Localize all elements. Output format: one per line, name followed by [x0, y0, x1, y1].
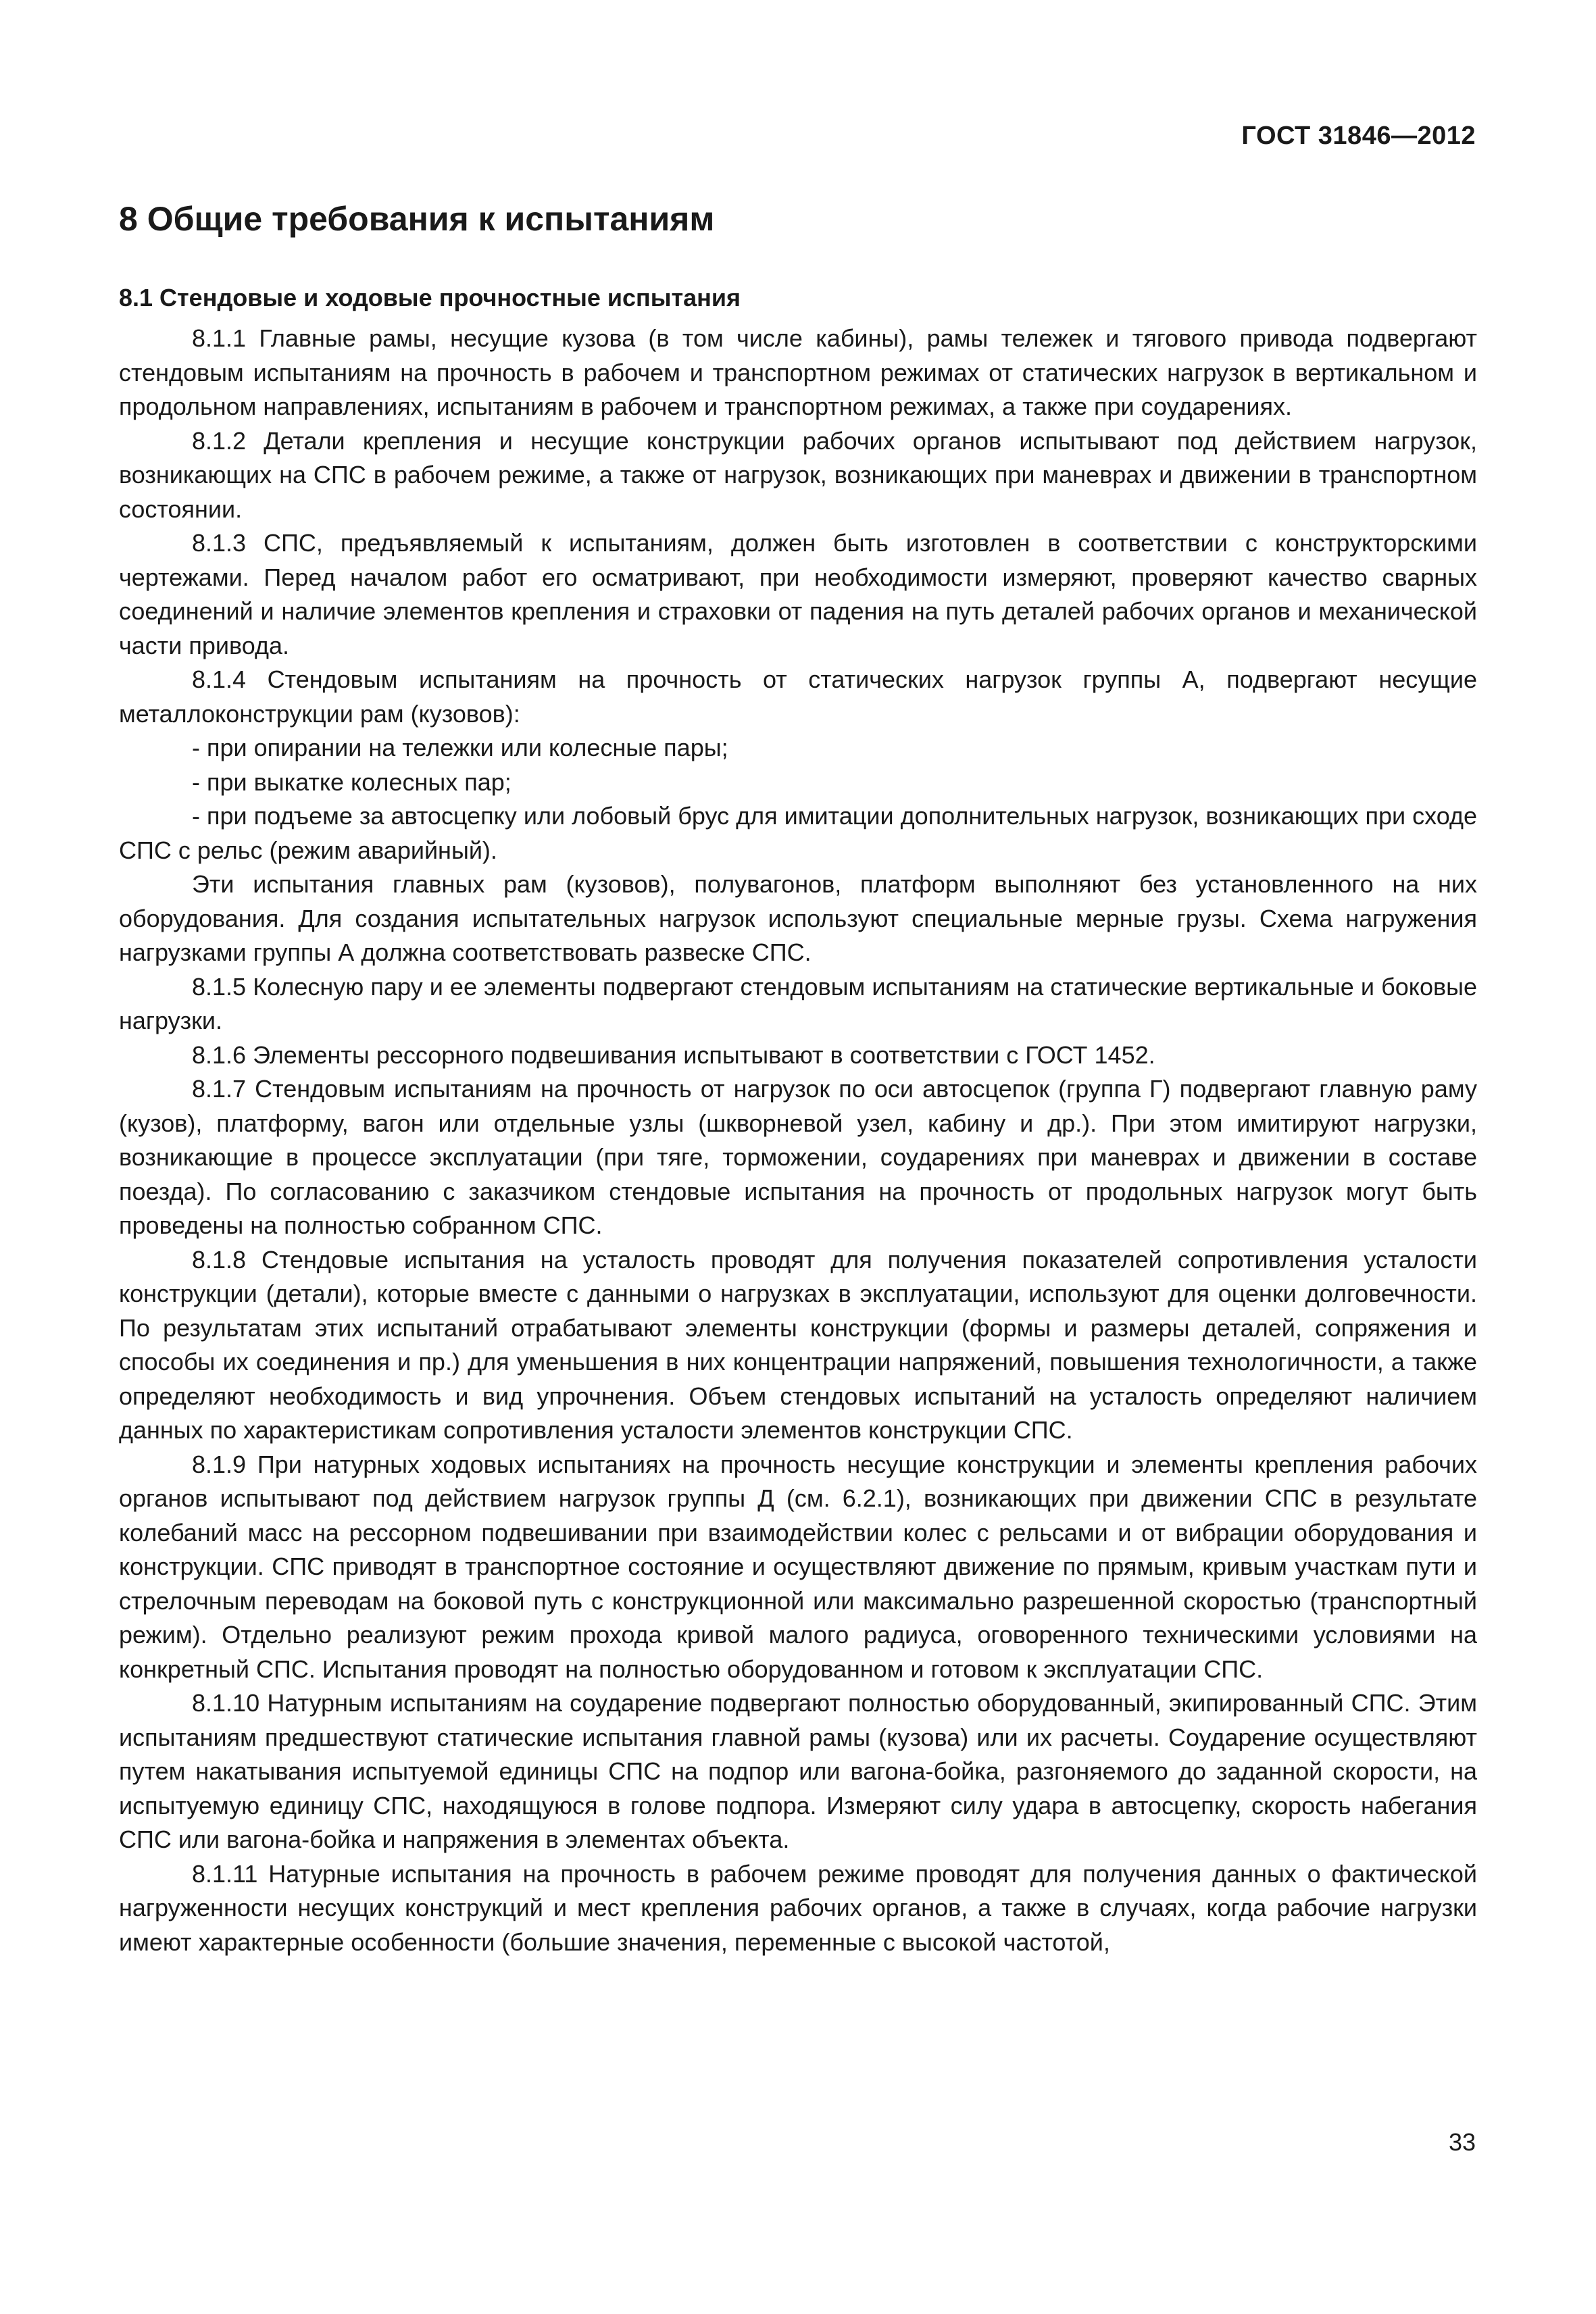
paragraph-8-1-8: 8.1.8 Стендовые испытания на усталость проводят для получения показателей сопротивления усталости конструкции (детали), которые вместе с данными о нагрузках в эксплуатации, используют для оценки долговечности. По результатам этих испытаний отрабатывают элементы конструкции (формы и размеры деталей, сопряжения и способы их соединения и пр.) для уменьшения в них концентрации напряжений, повышения технологичности, а также определяют необходимость и вид упрочнения. Объем стендовых испытаний на усталость определяют наличием данных по характеристикам сопротивления усталости элементов конструкции СПС.	[119, 1245, 1477, 1444]
paragraph-8-1-11: 8.1.11 Натурные испытания на прочность в рабочем режиме проводят для получения данных о фактической нагруженности несущих конструкций и мест крепления рабочих органов, а также в случаях, когда рабочие нагрузки имеют характерные особенности (большие значения, переменные с высокой частотой,	[119, 1859, 1477, 1956]
paragraph-8-1-6: 8.1.6 Элементы рессорного подвешивания испытывают в соответствии с ГОСТ 1452.	[192, 1040, 1155, 1069]
document-code: ГОСТ 31846—2012	[1241, 122, 1476, 150]
paragraph-8-1-3: 8.1.3 СПС, предъявляемый к испытаниям, должен быть изготовлен в соответствии с конструкторскими чертежами. Перед началом работ его осматривают, при необходимости измеряют, проверяют качество сварных соединений и наличие элементов крепления и страховки от падения на путь деталей рабочих органов и механической части привода.	[119, 529, 1477, 659]
page-number: 33	[1448, 2128, 1476, 2156]
section-title: 8 Общие требования к испытаниям	[119, 200, 715, 238]
list-item: - при опирании на тележки или колесные пары;	[192, 734, 728, 761]
paragraph-group-a-note: Эти испытания главных рам (кузовов), полувагонов, платформ выполняют без установленного на них оборудования. Для создания испытательных нагрузок используют специальные мерные грузы. Схема нагружения нагрузками группы А должна соответствовать развеске СПС.	[119, 870, 1477, 966]
list-item: - при подъеме за автосцепку или лобовый брус для имитации дополнительных нагрузок, возникающих при сходе СПС с рельс (режим аварийный).	[119, 802, 1477, 864]
list-item: - при выкатке колесных пар;	[192, 768, 512, 796]
paragraph-8-1-10: 8.1.10 Натурным испытаниям на соударение подвергают полностью оборудованный, экипированный СПС. Этим испытаниям предшествуют статические испытания главной рамы (кузова) или их расчеты. Соударение осуществляют путем накатывания испытуемой единицы СПС на подпор или вагона-бойка, разгоняемого до заданной скорости, на испытуемую единицу СПС, находящуюся в голове подпора. Измеряют силу удара в автосцепку, скорость набегания СПС или вагона-бойка и напряжения в элементах объекта.	[119, 1689, 1477, 1853]
paragraph-8-1-4: 8.1.4 Стендовым испытаниям на прочность от статических нагрузок группы А, подвергают несущие металлоконструкции рам (кузовов):	[119, 665, 1477, 728]
paragraph-8-1-7: 8.1.7 Стендовым испытаниям на прочность от нагрузок по оси автосцепок (группа Г) подвергают главную раму (кузов), платформу, вагон или отдельные узлы (шкворневой узел, кабину и др.). При этом имитируют нагрузки, возникающие в процессе эксплуатации (при тяге, торможении, соударениях при маневрах и движении в составе поезда). По согласованию с заказчиком стендовые испытания на прочность от продольных нагрузок могут быть проведены на полностью собранном СПС.	[119, 1075, 1477, 1239]
paragraph-8-1-2: 8.1.2 Детали крепления и несущие конструкции рабочих органов испытывают под действием нагрузок, возникающих на СПС в рабочем режиме, а также от нагрузок, возникающих при маневрах и движении в транспортном состоянии.	[119, 426, 1477, 523]
paragraph-8-1-5: 8.1.5 Колесную пару и ее элементы подвергают стендовым испытаниям на статические вертикальные и боковые нагрузки.	[119, 972, 1477, 1034]
page-content	[119, 197, 1477, 1959]
paragraph-8-1-1: 8.1.1 Главные рамы, несущие кузова (в том числе кабины), рамы тележек и тягового привода подвергают стендовым испытаниям на прочность в рабочем и транспортном режимах от статических нагрузок в вертикальном и продольном направлениях, испытаниям в рабочем и транспортном режимах, а также при соударениях.	[119, 324, 1477, 420]
paragraph-8-1-9: 8.1.9 При натурных ходовых испытаниях на прочность несущие конструкции и элементы крепления рабочих органов испытывают под действием нагрузок группы Д (см. 6.2.1), возникающих при движении СПС в результате колебаний масс на рессорном подвешивании при взаимодействии колес с рельсами и от вибрации оборудования и конструкции. СПС приводят в транспортное состояние и осуществляют движение по прямым, кривым участкам пути и стрелочным переводам на боковой путь с конструкционной или максимально разрешенной скоростью (транспортный режим). Отдельно реализуют режим прохода кривой малого радиуса, оговоренного техническими условиями на конкретный СПС. Испытания проводят на полностью оборудованном и готовом к эксплуатации СПС.	[119, 1450, 1477, 1683]
subsection-title: 8.1 Стендовые и ходовые прочностные испытания	[119, 284, 741, 311]
